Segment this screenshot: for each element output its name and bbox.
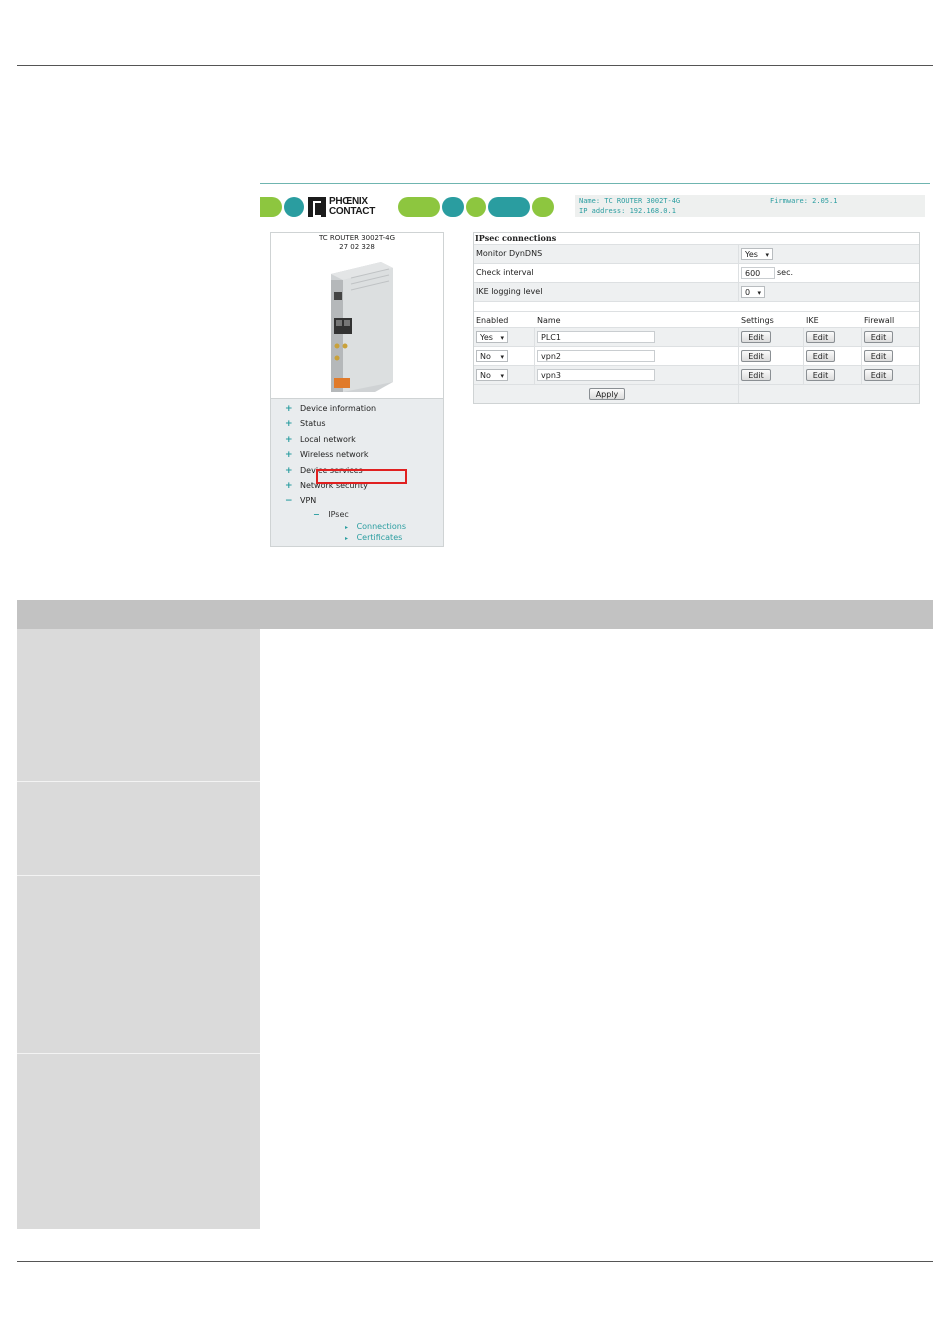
brand-pill <box>398 197 440 217</box>
expand-plus-icon: + <box>285 419 293 429</box>
logo-mark-icon <box>308 197 326 217</box>
table-title-row <box>474 233 919 245</box>
router-device-icon <box>271 254 443 398</box>
check-interval-row <box>474 264 919 283</box>
ike-edit-button[interactable]: Edit <box>806 331 835 343</box>
column-divider <box>861 347 862 365</box>
monitor-dyndns-label: Monitor DynDNS <box>476 249 543 258</box>
firmware-version: Firmware: 2.05.1 <box>770 197 838 205</box>
device-info-bar <box>575 195 925 217</box>
column-divider <box>861 366 862 384</box>
column-divider <box>738 283 739 301</box>
brand-dot <box>442 197 464 217</box>
settings-edit-button[interactable]: Edit <box>741 369 771 381</box>
menu-item-local-network[interactable]: + Local network <box>285 435 356 445</box>
monitor-dyndns-row <box>474 245 919 264</box>
collapse-minus-icon: − <box>285 496 293 506</box>
ipsec-connections-table <box>473 232 920 404</box>
ike-logging-select[interactable]: 0 ▾ <box>741 286 765 298</box>
router-web-ui-screenshot <box>260 183 930 548</box>
ike-logging-row <box>474 283 919 302</box>
column-divider <box>803 328 804 346</box>
column-divider <box>803 347 804 365</box>
column-divider <box>738 328 739 346</box>
firewall-edit-button[interactable]: Edit <box>864 331 893 343</box>
column-header-settings: Settings <box>741 316 774 325</box>
expand-plus-icon: + <box>285 466 293 476</box>
top-rule <box>17 65 933 66</box>
monitor-dyndns-select[interactable]: Yes ▾ <box>741 248 773 260</box>
menu-item-device-services[interactable]: + Device services <box>285 466 363 476</box>
column-divider <box>534 366 535 384</box>
column-header-firewall: Firewall <box>864 316 895 325</box>
table-row <box>474 366 919 385</box>
description-table-left-column <box>17 629 260 1229</box>
ike-edit-button[interactable]: Edit <box>806 369 835 381</box>
logo-text-top: PHŒNIX <box>329 196 368 207</box>
expand-plus-icon: + <box>285 450 293 460</box>
brand-dot <box>532 197 554 217</box>
row-divider <box>17 781 260 782</box>
table-title: IPsec connections <box>475 233 557 243</box>
ike-logging-label: IKE logging level <box>476 287 543 296</box>
header-rule <box>260 183 930 184</box>
column-divider <box>803 366 804 384</box>
ike-edit-button[interactable]: Edit <box>806 350 835 362</box>
menu-item-network-security[interactable]: + Network security <box>285 481 368 491</box>
expand-plus-icon: + <box>285 435 293 445</box>
check-interval-input[interactable]: 600 <box>741 267 775 279</box>
column-divider <box>738 385 739 403</box>
brand-dot <box>284 197 304 217</box>
device-image <box>271 254 443 399</box>
arrow-right-icon: ▸ <box>345 524 349 531</box>
connections-highlight-box <box>316 469 407 484</box>
enabled-select[interactable]: No ▾ <box>476 350 508 362</box>
device-title <box>271 233 443 255</box>
brand-pill <box>488 197 530 217</box>
device-model: TC ROUTER 3002T-4G <box>318 234 396 242</box>
menu-item-connections[interactable]: ▸ Connections <box>345 522 406 531</box>
column-divider <box>738 347 739 365</box>
collapse-minus-icon: − <box>313 510 320 519</box>
connection-name-input[interactable]: PLC1 <box>537 331 655 343</box>
menu-item-device-information[interactable]: + Device information <box>285 404 377 414</box>
logo-text-bottom: CONTACT <box>329 206 376 217</box>
firewall-edit-button[interactable]: Edit <box>864 369 893 381</box>
connection-name-input[interactable]: vpn2 <box>537 350 655 362</box>
device-name: Name: TC ROUTER 3002T-4G <box>579 197 681 205</box>
column-divider <box>738 245 739 263</box>
column-header-ike: IKE <box>806 316 819 325</box>
spacer-row <box>474 302 919 312</box>
enabled-select[interactable]: Yes ▾ <box>476 331 508 343</box>
device-article-number: 27 02 328 <box>339 243 375 251</box>
table-row <box>474 328 919 347</box>
column-divider <box>534 328 535 346</box>
apply-row <box>474 385 919 403</box>
connection-name-input[interactable]: vpn3 <box>537 369 655 381</box>
column-header-row <box>474 312 919 328</box>
enabled-select[interactable]: No ▾ <box>476 369 508 381</box>
description-table-header <box>17 600 933 629</box>
apply-button[interactable]: Apply <box>589 388 625 400</box>
arrow-right-icon: ▸ <box>345 535 349 542</box>
brand-dot <box>466 197 486 217</box>
column-divider <box>861 328 862 346</box>
brand-header <box>260 195 930 219</box>
settings-edit-button[interactable]: Edit <box>741 350 771 362</box>
column-divider <box>738 264 739 282</box>
column-header-enabled: Enabled <box>476 316 509 325</box>
phoenix-contact-logo <box>308 196 394 218</box>
expand-plus-icon: + <box>285 404 293 414</box>
expand-plus-icon: + <box>285 481 293 491</box>
column-divider <box>738 366 739 384</box>
check-interval-label: Check interval <box>476 268 534 277</box>
column-header-name: Name <box>537 316 561 325</box>
menu-item-status[interactable]: + Status <box>285 419 326 429</box>
navigation-panel <box>270 232 444 547</box>
settings-edit-button[interactable]: Edit <box>741 331 771 343</box>
brand-pill <box>260 197 282 217</box>
ip-address: IP address: 192.168.0.1 <box>579 207 676 215</box>
check-interval-unit: sec. <box>777 268 794 277</box>
firewall-edit-button[interactable]: Edit <box>864 350 893 362</box>
bottom-rule <box>17 1261 933 1262</box>
menu-item-wireless-network[interactable]: + Wireless network <box>285 450 369 460</box>
menu-item-ipsec[interactable]: − IPsec <box>313 510 349 519</box>
menu-item-vpn[interactable]: − VPN <box>285 496 317 506</box>
row-divider <box>17 875 260 876</box>
row-divider <box>17 1053 260 1054</box>
table-row <box>474 347 919 366</box>
column-divider <box>534 347 535 365</box>
menu-item-certificates[interactable]: ▸ Certificates <box>345 533 403 542</box>
